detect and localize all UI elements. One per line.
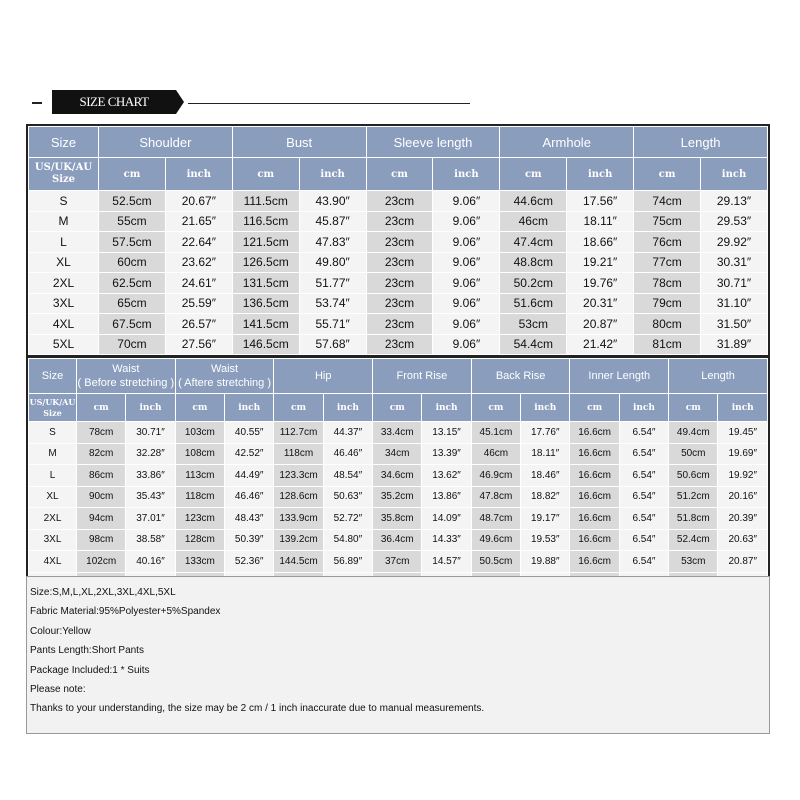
table-row [29,293,768,314]
inch-value-cell: 13.86″ [422,486,471,508]
inch-value-cell: 19.53″ [521,529,570,551]
inch-value-cell: 46.46″ [225,486,274,508]
inch-value-cell: 9.06″ [433,293,500,314]
inch-value-cell: 50.63″ [323,486,372,508]
size-cell: S [29,191,99,212]
cm-value-cell: 121.5cm [232,232,299,253]
inch-value-cell: 6.54″ [619,551,668,573]
cm-value-cell: 16.6cm [570,508,619,530]
header-front-rise: Front Rise [373,359,472,394]
inch-value-cell: 33.86″ [126,465,175,487]
table-row [29,465,768,487]
cm-value-cell: 60cm [99,252,166,273]
inch-value-cell: 18.66″ [567,232,634,253]
cm-value-cell: 16.6cm [570,486,619,508]
inch-value-cell: 48.43″ [225,508,274,530]
inch-value-cell: 48.54″ [323,465,372,487]
cm-value-cell: 78cm [77,422,126,444]
unit-cm: cm [232,158,299,191]
cm-value-cell: 126.5cm [232,252,299,273]
cm-value-cell: 35.8cm [373,508,422,530]
inch-value-cell: 52.72″ [323,508,372,530]
size-cell: 2XL [29,508,77,530]
cm-value-cell: 75cm [634,211,701,232]
inch-value-cell: 47.83″ [299,232,366,253]
cm-value-cell: 123.3cm [274,465,323,487]
inch-value-cell: 37.01″ [126,508,175,530]
inch-value-cell: 35.43″ [126,486,175,508]
size-chart-banner [0,88,800,120]
cm-value-cell: 118cm [274,443,323,465]
size-cell: 3XL [29,529,77,551]
unit-inch: inch [165,158,232,191]
table-row [29,232,768,253]
size-cell: M [29,443,77,465]
cm-value-cell: 53cm [669,551,718,573]
bottom-header-row [29,359,768,394]
inch-value-cell: 43.90″ [299,191,366,212]
inch-value-cell: 6.54″ [619,422,668,444]
inch-value-cell: 9.06″ [433,232,500,253]
inch-value-cell: 18.46″ [521,465,570,487]
note-pants-length: Pants Length:Short Pants [30,645,144,657]
header-bust: Bust [232,127,366,158]
cm-value-cell: 51.8cm [669,508,718,530]
cm-value-cell: 133cm [175,551,224,573]
inch-value-cell: 9.06″ [433,252,500,273]
cm-value-cell: 16.6cm [570,551,619,573]
header-waist-after-stretching: Waist ( Aftere stretching ) [175,359,274,394]
inch-value-cell: 14.33″ [422,529,471,551]
top-size-table [28,126,768,355]
inch-value-cell: 18.11″ [567,211,634,232]
inch-value-cell: 17.56″ [567,191,634,212]
inch-value-cell: 46.46″ [323,443,372,465]
cm-value-cell: 50.5cm [471,551,520,573]
inch-value-cell: 44.49″ [225,465,274,487]
inch-value-cell: 9.06″ [433,211,500,232]
header-size: Size [29,127,99,158]
cm-value-cell: 45.1cm [471,422,520,444]
inch-value-cell: 20.87″ [718,551,768,573]
top-size-table-panel [26,124,770,357]
cm-value-cell: 46.9cm [471,465,520,487]
inch-value-cell: 22.64″ [165,232,232,253]
unit-inch: inch [433,158,500,191]
size-chart-title: SIZE CHART [52,90,176,114]
inch-value-cell: 27.56″ [165,334,232,355]
cm-value-cell: 16.6cm [570,465,619,487]
cm-value-cell: 67.5cm [99,314,166,335]
size-cell: 5XL [29,334,99,355]
inch-value-cell: 29.92″ [701,232,768,253]
size-region-label: US/UK/AU Size [29,394,77,422]
inch-value-cell: 9.06″ [433,273,500,294]
inch-value-cell: 50.39″ [225,529,274,551]
inch-value-cell: 20.16″ [718,486,768,508]
inch-value-cell: 14.57″ [422,551,471,573]
header-sleeve-length: Sleeve length [366,127,500,158]
table-row [29,443,768,465]
cm-value-cell: 108cm [175,443,224,465]
cm-value-cell: 123cm [175,508,224,530]
cm-value-cell: 111.5cm [232,191,299,212]
size-cell: M [29,211,99,232]
size-cell: 2XL [29,273,99,294]
cm-value-cell: 80cm [634,314,701,335]
inch-value-cell: 25.59″ [165,293,232,314]
note-colour: Colour:Yellow [30,625,91,637]
cm-value-cell: 65cm [99,293,166,314]
inch-value-cell: 6.54″ [619,443,668,465]
cm-value-cell: 48.8cm [500,252,567,273]
header-hip: Hip [274,359,373,394]
inch-value-cell: 6.54″ [619,508,668,530]
inch-value-cell: 9.06″ [433,334,500,355]
cm-value-cell: 34.6cm [373,465,422,487]
cm-value-cell: 50.6cm [669,465,718,487]
inch-value-cell: 42.52″ [225,443,274,465]
inch-value-cell: 55.71″ [299,314,366,335]
note-please-note: Please note: [30,684,86,696]
inch-value-cell: 18.82″ [521,486,570,508]
table-row [29,252,768,273]
header-waist-before-stretching: Waist ( Before stretching ) [77,359,176,394]
cm-value-cell: 36.4cm [373,529,422,551]
cm-value-cell: 33.4cm [373,422,422,444]
top-header-row [29,127,768,158]
inch-value-cell: 24.61″ [165,273,232,294]
cm-value-cell: 55cm [99,211,166,232]
inch-value-cell: 19.69″ [718,443,768,465]
cm-value-cell: 37cm [373,551,422,573]
inch-value-cell: 17.76″ [521,422,570,444]
cm-value-cell: 81cm [634,334,701,355]
header-length: Length [669,359,768,394]
cm-value-cell: 144.5cm [274,551,323,573]
inch-value-cell: 30.71″ [701,273,768,294]
cm-value-cell: 54.4cm [500,334,567,355]
inch-value-cell: 23.62″ [165,252,232,273]
inch-value-cell: 31.89″ [701,334,768,355]
cm-value-cell: 57.5cm [99,232,166,253]
inch-value-cell: 54.80″ [323,529,372,551]
cm-value-cell: 16.6cm [570,443,619,465]
cm-value-cell: 116.5cm [232,211,299,232]
table-row [29,486,768,508]
unit-inch: inch [567,158,634,191]
unit-inch: inch [718,394,768,422]
cm-value-cell: 44.6cm [500,191,567,212]
top-table-body [29,191,768,355]
inch-value-cell: 44.37″ [323,422,372,444]
inch-value-cell: 29.13″ [701,191,768,212]
unit-cm: cm [175,394,224,422]
cm-value-cell: 112.7cm [274,422,323,444]
bottom-table-body [29,422,768,594]
inch-value-cell: 52.36″ [225,551,274,573]
cm-value-cell: 131.5cm [232,273,299,294]
cm-value-cell: 51.6cm [500,293,567,314]
inch-value-cell: 21.42″ [567,334,634,355]
size-cell: 3XL [29,293,99,314]
size-cell: L [29,232,99,253]
inch-value-cell: 18.11″ [521,443,570,465]
table-row [29,211,768,232]
cm-value-cell: 77cm [634,252,701,273]
cm-value-cell: 78cm [634,273,701,294]
unit-cm: cm [500,158,567,191]
cm-value-cell: 51.2cm [669,486,718,508]
unit-cm: cm [669,394,718,422]
cm-value-cell: 47.8cm [471,486,520,508]
bottom-size-table-panel [26,356,770,596]
cm-value-cell: 70cm [99,334,166,355]
cm-value-cell: 139.2cm [274,529,323,551]
inch-value-cell: 19.21″ [567,252,634,273]
cm-value-cell: 113cm [175,465,224,487]
inch-value-cell: 20.63″ [718,529,768,551]
inch-value-cell: 20.39″ [718,508,768,530]
unit-cm: cm [373,394,422,422]
cm-value-cell: 23cm [366,252,433,273]
cm-value-cell: 50.2cm [500,273,567,294]
table-row [29,334,768,355]
bottom-size-table [28,358,768,594]
cm-value-cell: 49.6cm [471,529,520,551]
unit-inch: inch [701,158,768,191]
unit-cm: cm [570,394,619,422]
table-row [29,422,768,444]
header-size: Size [29,359,77,394]
cm-value-cell: 16.6cm [570,422,619,444]
inch-value-cell: 57.68″ [299,334,366,355]
unit-cm: cm [471,394,520,422]
inch-value-cell: 6.54″ [619,465,668,487]
inch-value-cell: 19.76″ [567,273,634,294]
inch-value-cell: 9.06″ [433,314,500,335]
cm-value-cell: 86cm [77,465,126,487]
size-cell: 4XL [29,551,77,573]
size-cell: 4XL [29,314,99,335]
cm-value-cell: 74cm [634,191,701,212]
header-inner-length: Inner Length [570,359,669,394]
inch-value-cell: 31.10″ [701,293,768,314]
table-row [29,273,768,294]
cm-value-cell: 82cm [77,443,126,465]
inch-value-cell: 21.65″ [165,211,232,232]
table-row [29,529,768,551]
cm-value-cell: 133.9cm [274,508,323,530]
inch-value-cell: 13.39″ [422,443,471,465]
cm-value-cell: 118cm [175,486,224,508]
inch-value-cell: 56.89″ [323,551,372,573]
inch-value-cell: 45.87″ [299,211,366,232]
unit-cm: cm [634,158,701,191]
inch-value-cell: 26.57″ [165,314,232,335]
unit-inch: inch [521,394,570,422]
size-region-label: US/UK/AU Size [29,158,99,191]
cm-value-cell: 52.5cm [99,191,166,212]
cm-value-cell: 23cm [366,211,433,232]
table-row [29,551,768,573]
cm-value-cell: 50cm [669,443,718,465]
note-fabric-material: Fabric Material:95%Polyester+5%Spandex [30,606,221,618]
inch-value-cell: 29.53″ [701,211,768,232]
unit-inch: inch [299,158,366,191]
table-row [29,508,768,530]
cm-value-cell: 52.4cm [669,529,718,551]
cm-value-cell: 23cm [366,232,433,253]
cm-value-cell: 94cm [77,508,126,530]
inch-value-cell: 38.58″ [126,529,175,551]
cm-value-cell: 79cm [634,293,701,314]
inch-value-cell: 20.31″ [567,293,634,314]
banner-dash [32,102,42,104]
header-back-rise: Back Rise [471,359,570,394]
note-package-included: Package Included:1 * Suits [30,664,150,676]
cm-value-cell: 128cm [175,529,224,551]
cm-value-cell: 23cm [366,273,433,294]
cm-value-cell: 76cm [634,232,701,253]
inch-value-cell: 40.16″ [126,551,175,573]
unit-inch: inch [323,394,372,422]
size-cell: XL [29,252,99,273]
inch-value-cell: 13.62″ [422,465,471,487]
note-sizes: Size:S,M,L,XL,2XL,3XL,4XL,5XL [30,587,176,598]
cm-value-cell: 23cm [366,191,433,212]
size-cell: S [29,422,77,444]
cm-value-cell: 23cm [366,314,433,335]
unit-inch: inch [619,394,668,422]
size-cell: L [29,465,77,487]
unit-inch: inch [225,394,274,422]
cm-value-cell: 48.7cm [471,508,520,530]
inch-value-cell: 19.92″ [718,465,768,487]
table-row [29,191,768,212]
inch-value-cell: 20.67″ [165,191,232,212]
inch-value-cell: 31.50″ [701,314,768,335]
inch-value-cell: 13.15″ [422,422,471,444]
note-measurement-disclaimer: Thanks to your understanding, the size may be 2 cm / 1 inch inaccurate due to manual measurements. [30,703,485,715]
unit-inch: inch [126,394,175,422]
inch-value-cell: 51.77″ [299,273,366,294]
size-cell: XL [29,486,77,508]
cm-value-cell: 141.5cm [232,314,299,335]
cm-value-cell: 146.5cm [232,334,299,355]
unit-cm: cm [99,158,166,191]
cm-value-cell: 102cm [77,551,126,573]
inch-value-cell: 53.74″ [299,293,366,314]
unit-inch: inch [422,394,471,422]
cm-value-cell: 34cm [373,443,422,465]
cm-value-cell: 46cm [500,211,567,232]
inch-value-cell: 30.31″ [701,252,768,273]
inch-value-cell: 6.54″ [619,529,668,551]
header-armhole: Armhole [500,127,634,158]
product-notes [26,576,770,734]
inch-value-cell: 19.88″ [521,551,570,573]
inch-value-cell: 49.80″ [299,252,366,273]
inch-value-cell: 40.55″ [225,422,274,444]
header-shoulder: Shoulder [99,127,233,158]
inch-value-cell: 14.09″ [422,508,471,530]
cm-value-cell: 128.6cm [274,486,323,508]
table-row [29,314,768,335]
cm-value-cell: 47.4cm [500,232,567,253]
unit-cm: cm [274,394,323,422]
cm-value-cell: 35.2cm [373,486,422,508]
cm-value-cell: 23cm [366,293,433,314]
cm-value-cell: 23cm [366,334,433,355]
inch-value-cell: 32.28″ [126,443,175,465]
inch-value-cell: 9.06″ [433,191,500,212]
cm-value-cell: 16.6cm [570,529,619,551]
top-unit-row [29,158,768,191]
header-length: Length [634,127,768,158]
inch-value-cell: 19.17″ [521,508,570,530]
cm-value-cell: 53cm [500,314,567,335]
cm-value-cell: 46cm [471,443,520,465]
unit-cm: cm [366,158,433,191]
inch-value-cell: 19.45″ [718,422,768,444]
banner-rule [188,103,470,104]
inch-value-cell: 20.87″ [567,314,634,335]
cm-value-cell: 103cm [175,422,224,444]
inch-value-cell: 6.54″ [619,486,668,508]
cm-value-cell: 49.4cm [669,422,718,444]
cm-value-cell: 62.5cm [99,273,166,294]
unit-cm: cm [77,394,126,422]
cm-value-cell: 90cm [77,486,126,508]
cm-value-cell: 98cm [77,529,126,551]
bottom-unit-row [29,394,768,422]
inch-value-cell: 30.71″ [126,422,175,444]
cm-value-cell: 136.5cm [232,293,299,314]
